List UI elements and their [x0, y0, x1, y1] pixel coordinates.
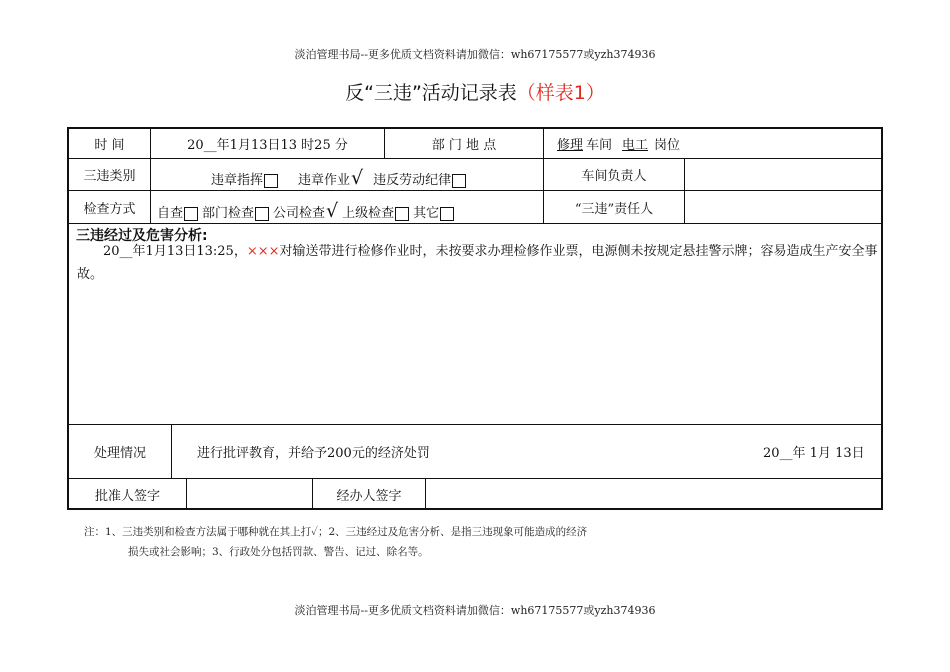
- col-divider: [171, 424, 172, 478]
- approver-signature[interactable]: [187, 479, 312, 510]
- option-self-check: 自查: [157, 206, 184, 221]
- handling-date: 20__年 1月 13日: [763, 446, 865, 461]
- violation-type-label: 三违类别: [83, 169, 136, 184]
- location-label: 部 门 地 点: [431, 138, 497, 153]
- checkmark-icon[interactable]: √: [326, 200, 339, 222]
- title-main: 反“三违”活动记录表: [345, 82, 517, 104]
- violation-type-options: [211, 159, 541, 190]
- workshop-name: 修理: [557, 138, 584, 153]
- checkbox[interactable]: [452, 174, 466, 188]
- time-value: 20__年1月13日13 时25 分: [187, 138, 348, 153]
- approver-label: 批准人签字: [94, 489, 160, 504]
- option-command-violation: 违章指挥: [211, 173, 264, 188]
- note-line-1: 注：1、三违类别和检查方法属于哪种就在其上打✓；2、三违经过及危害分析、是指三违现象可能造成的经济: [84, 526, 588, 538]
- handler-label: 经办人签字: [336, 489, 402, 504]
- inspection-method-options: [157, 191, 541, 223]
- checkbox[interactable]: [255, 207, 269, 221]
- supervisor-label: 车间负责人: [581, 169, 647, 184]
- checkbox[interactable]: [264, 174, 278, 188]
- post-suffix: 岗位: [654, 138, 681, 153]
- supervisor-value[interactable]: [685, 159, 881, 190]
- time-label: 时 间: [94, 138, 125, 153]
- form-notes: [84, 522, 587, 562]
- location-value: [554, 129, 874, 158]
- responsible-label: “三违”责任人: [574, 201, 654, 217]
- checkmark-icon[interactable]: √: [351, 167, 364, 189]
- option-operation-violation: 违章作业: [298, 173, 351, 188]
- option-company-check: 公司检查: [273, 206, 326, 221]
- analysis-text: 对输送带进行检修作业时，未按要求办理检修作业票，电源侧未按规定悬挂警示牌；容易造成生产安全事故。: [77, 244, 878, 282]
- checkbox[interactable]: [184, 207, 198, 221]
- row-divider: [69, 223, 881, 224]
- page-title: [0, 78, 950, 105]
- page-header: 淡泊管理书局--更多优质文档资料请加微信：wh67175577或yzh374936: [294, 48, 656, 61]
- handler-signature[interactable]: [426, 479, 881, 510]
- analysis-title: 三违经过及危害分析:: [76, 228, 208, 244]
- workshop-suffix: 车间: [586, 138, 613, 153]
- checkbox[interactable]: [440, 207, 454, 221]
- analysis-date: 20__年1月13日13:25，: [103, 244, 247, 259]
- handling-text: 进行批评教育，并给予200元的经济处罚: [197, 446, 430, 461]
- page-footer: 淡泊管理书局--更多优质文档资料请加微信：wh67175577或yzh374936: [294, 604, 656, 617]
- option-other: 其它: [413, 206, 440, 221]
- note-line-2: 损失或社会影响；3、行政处分包括罚款、警告、记过、除名等。: [128, 546, 429, 558]
- post-name: 电工: [622, 138, 649, 153]
- analysis-person: ×××: [246, 244, 280, 259]
- checkbox[interactable]: [395, 207, 409, 221]
- option-department-check: 部门检查: [202, 206, 255, 221]
- option-superior-check: 上级检查: [342, 206, 395, 221]
- handling-label: 处理情况: [93, 446, 146, 461]
- title-sample: （样表1）: [516, 82, 605, 104]
- responsible-value[interactable]: [685, 191, 881, 223]
- option-discipline-violation: 违反劳动纪律: [373, 173, 452, 188]
- inspection-method-label: 检查方式: [83, 201, 136, 217]
- record-form: [67, 127, 883, 510]
- analysis-description: [77, 240, 879, 286]
